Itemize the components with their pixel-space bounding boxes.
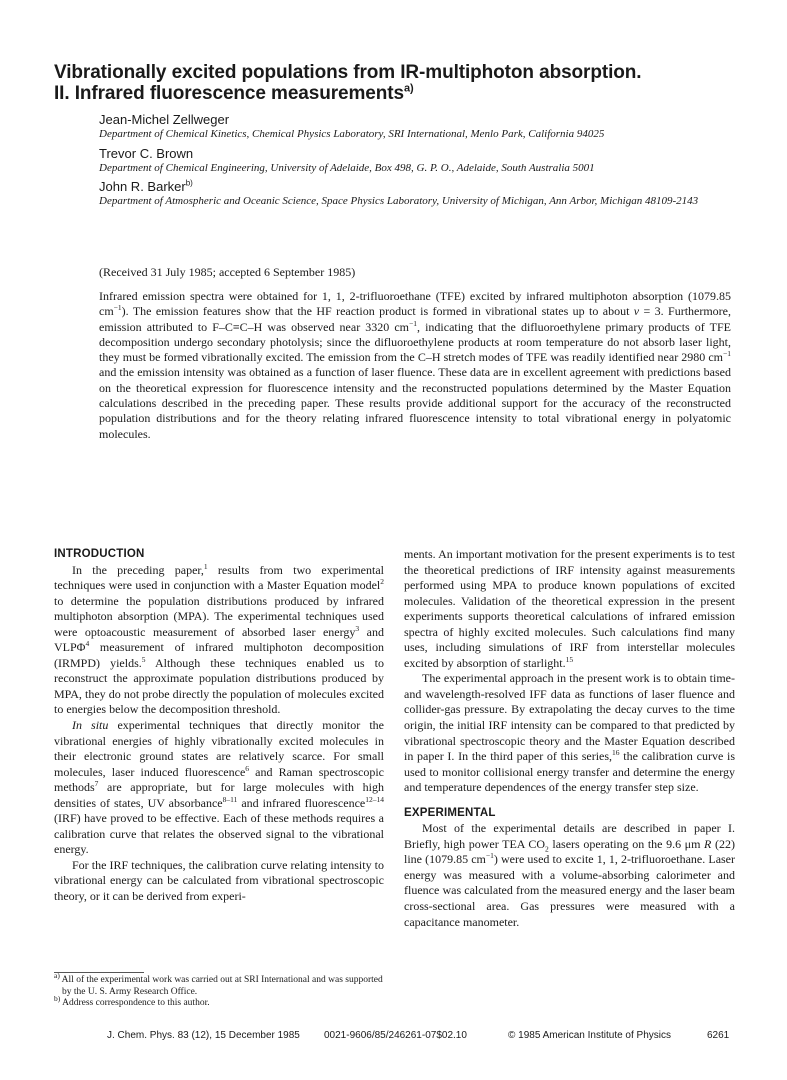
author-name-text: Jean-Michel Zellweger xyxy=(99,112,230,127)
paragraph xyxy=(54,718,384,858)
right-column xyxy=(404,547,735,930)
footnote-mark: b) xyxy=(54,993,61,1003)
author-block xyxy=(99,179,739,209)
author-name xyxy=(99,146,739,162)
body-text: Although these techniques enabled us to reconstruct the approximate population distributions produced by MPA, they do not probe directly the population of molecules excited to energies below the decomposition threshold. xyxy=(54,655,384,717)
footnotes xyxy=(54,970,384,1010)
citation: 7 xyxy=(94,779,99,789)
body-text: experimental techniques that directly monitor the vibrational energies of highly vibrationally excited molecules in their electronic ground states are relatively scarce. For small molecules, laser induced fluorescence xyxy=(54,718,384,779)
footer-copyright: © 1985 American Institute of Physics xyxy=(508,1030,672,1041)
author-affiliation: Department of Atmospheric and Oceanic Science, Space Physics Laboratory, University of Michigan, Ann Arbor, Michigan 48109-2143 xyxy=(99,195,699,207)
abstract-text: , indicating that the difluoroethylene primary products of TFE decomposition undergo secondary photolysis; since the difluoroethylene products at room temperature do not absorb laser light, they must be formed vibrationally excited. The emission from the C–H stretch modes of TFE was readily identified near 2980 cm xyxy=(99,319,731,365)
article-title xyxy=(54,62,754,104)
author-name-text: John R. Barker xyxy=(99,179,186,194)
body-text: (22) line (1079.85 cm xyxy=(404,836,735,867)
author-list xyxy=(99,112,739,213)
body-text: ) were used to excite 1, 1, 2-trifluoroethane. Laser energy was measured with a volume-absorbing calorimeter and fluence was calculated from the measured energy and the laser beam cross-sectional area. Gas pressures were measured with a capacitance manometer. xyxy=(404,852,736,929)
citation: 15 xyxy=(565,654,574,664)
author-affiliation: Department of Chemical Kinetics, Chemical Physics Laboratory, SRI International, Menlo Park, California 94025 xyxy=(99,128,605,140)
body-text: results from two experimental techniques were used in conjunction with a Master Equation model xyxy=(54,562,385,593)
title-line-2 xyxy=(54,83,754,104)
abstract-text: = 3. Furthermore, emission attributed to F–C≡C–H was observed near 3320 cm xyxy=(99,304,732,334)
section-heading-experimental: EXPERIMENTAL xyxy=(404,806,496,819)
body-text: and VLPΦ xyxy=(54,624,384,655)
abstract-text: Infrared emission spectra were obtained for 1, 1, 2-trifluoroethane (TFE) excited by infrared multiphoton absorption (1079.85 cm xyxy=(99,289,731,319)
citation: 1 xyxy=(203,561,208,571)
title-line-1: Vibrationally excited populations from IR-multiphoton absorption. xyxy=(54,62,642,83)
author-name xyxy=(99,112,739,128)
body-text: lasers operating on the 9.6 μm xyxy=(548,836,705,851)
paragraph xyxy=(54,563,384,718)
title-line-2-text: II. Infrared fluorescence measurements xyxy=(54,83,404,104)
abstract-sup: −1 xyxy=(409,318,417,328)
body-text: to determine the population distributions produced by infrared multiphoton absorption (MPA). The experimental techniques used were optoacoustic measurement of absorbed laser energy xyxy=(54,593,384,639)
footnote-mark: a) xyxy=(54,970,60,980)
citation: 3 xyxy=(355,623,360,633)
citation: 16 xyxy=(612,748,620,758)
section-heading-introduction: INTRODUCTION xyxy=(54,548,145,560)
body-text: the calibration curve is used to monitor collisional energy transfer and determine the energy and temperature dependences of the energy transfer step size. xyxy=(404,749,736,795)
author-mark: b) xyxy=(185,178,193,188)
title-footnote-mark: a) xyxy=(403,82,414,95)
citation: 8–11 xyxy=(222,794,238,804)
footnote-text: All of the experimental work was carried out at SRI International and was supported by the U. S. Army Research Office. xyxy=(59,975,383,997)
abstract-italic: v xyxy=(633,304,640,319)
subscript: 2 xyxy=(545,844,549,854)
paragraph: For the IRF techniques, the calibration curve relating intensity to vibrational energy can be calculated from vibrational spectroscopic theory, or it can be derived from experi- xyxy=(54,857,384,904)
body-text: ments. An important motivation for the present experiments is to test the theoretical predictions of IRF intensity against measurements performed using MPA to produce known populations of excited molecules. Validation of the theoretical expression in the present experiments supports theoretical calculations of infrared emission spectra of highly excited molecules. Such calculations find many uses, including simulations of IRF from interstellar molecules excited by absorption of starlight. xyxy=(404,547,735,670)
author-name-text: Trevor C. Brown xyxy=(99,145,194,161)
body-text: measurement of infrared multiphoton decomposition (IRMPD) yields. xyxy=(54,640,384,670)
footer-code: 0021-9606/85/246261-07$02.10 xyxy=(324,1030,467,1041)
abstract-sup: −1 xyxy=(113,303,122,313)
received-dates: (Received 31 July 1985; accepted 6 September 1985) xyxy=(99,265,356,279)
abstract xyxy=(99,289,731,442)
paragraph xyxy=(404,671,735,795)
paragraph xyxy=(404,821,735,930)
body-text: (IRF) have proved to be effective. Each of these methods requires a calibration curve that relates the observed signal to the vibrational energy. xyxy=(54,811,384,857)
citation: 5 xyxy=(141,654,146,664)
body-text: are appropriate, but for large molecules with high densities of states, UV absorbance xyxy=(54,780,384,810)
body-text: and infrared fluorescence xyxy=(237,795,366,810)
abstract-text: ). The emission features show that the HF reaction product is formed in vibrational states up to about xyxy=(121,304,634,319)
body-text: and Raman spectroscopic methods xyxy=(54,764,385,795)
abstract-sup: −1 xyxy=(723,349,731,359)
author-name xyxy=(99,179,739,195)
citation: 2 xyxy=(380,577,384,587)
paragraph xyxy=(404,547,735,671)
footnote-divider xyxy=(54,972,144,973)
body-text: In the preceding paper, xyxy=(72,562,204,577)
citation: 6 xyxy=(245,763,250,773)
abstract-text: and the emission intensity was obtained as a function of laser fluence. These data are in excellent agreement with predictions based on the theoretical expression for fluorescence intensity and the reconstructed populations determined by the Master Equation calculations described in the preceding paper. These results provide additional support for the accuracy of the reconstructed population distributions and for the theory relating infrared fluorescence intensity to total vibrational energy in polyatomic molecules. xyxy=(99,365,731,441)
body-text: The experimental approach in the present work is to obtain time- and wavelength-resolved IFF data as functions of laser fluence and collider-gas pressure. By extrapolating the decay curves to the time origin, the initial IRF intensity can be compared to that predicted by vibrational spectroscopic theory and the Master Equation described in paper I. In the third paper of this series, xyxy=(404,671,735,764)
superscript: −1 xyxy=(485,851,494,861)
left-column xyxy=(54,547,384,905)
body-text: Most of the experimental details are described in paper I. Briefly, high power TEA CO xyxy=(404,821,735,851)
footnote xyxy=(54,970,384,998)
citation: 4 xyxy=(85,639,90,649)
page-number: 6261 xyxy=(707,1030,730,1041)
citation: 12–14 xyxy=(365,794,384,804)
author-block xyxy=(99,146,739,176)
footer-journal: J. Chem. Phys. 83 (12), 15 December 1985 xyxy=(107,1030,300,1041)
italic-text: R xyxy=(704,836,712,851)
author-block xyxy=(99,112,739,142)
author-affiliation: Department of Chemical Engineering, University of Adelaide, Box 498, G. P. O., Adelaide, South Australia 5001 xyxy=(99,161,595,174)
footnote xyxy=(54,993,384,1010)
italic-text: In situ xyxy=(72,718,109,733)
footnote-text: Address correspondence to this author. xyxy=(60,998,210,1008)
